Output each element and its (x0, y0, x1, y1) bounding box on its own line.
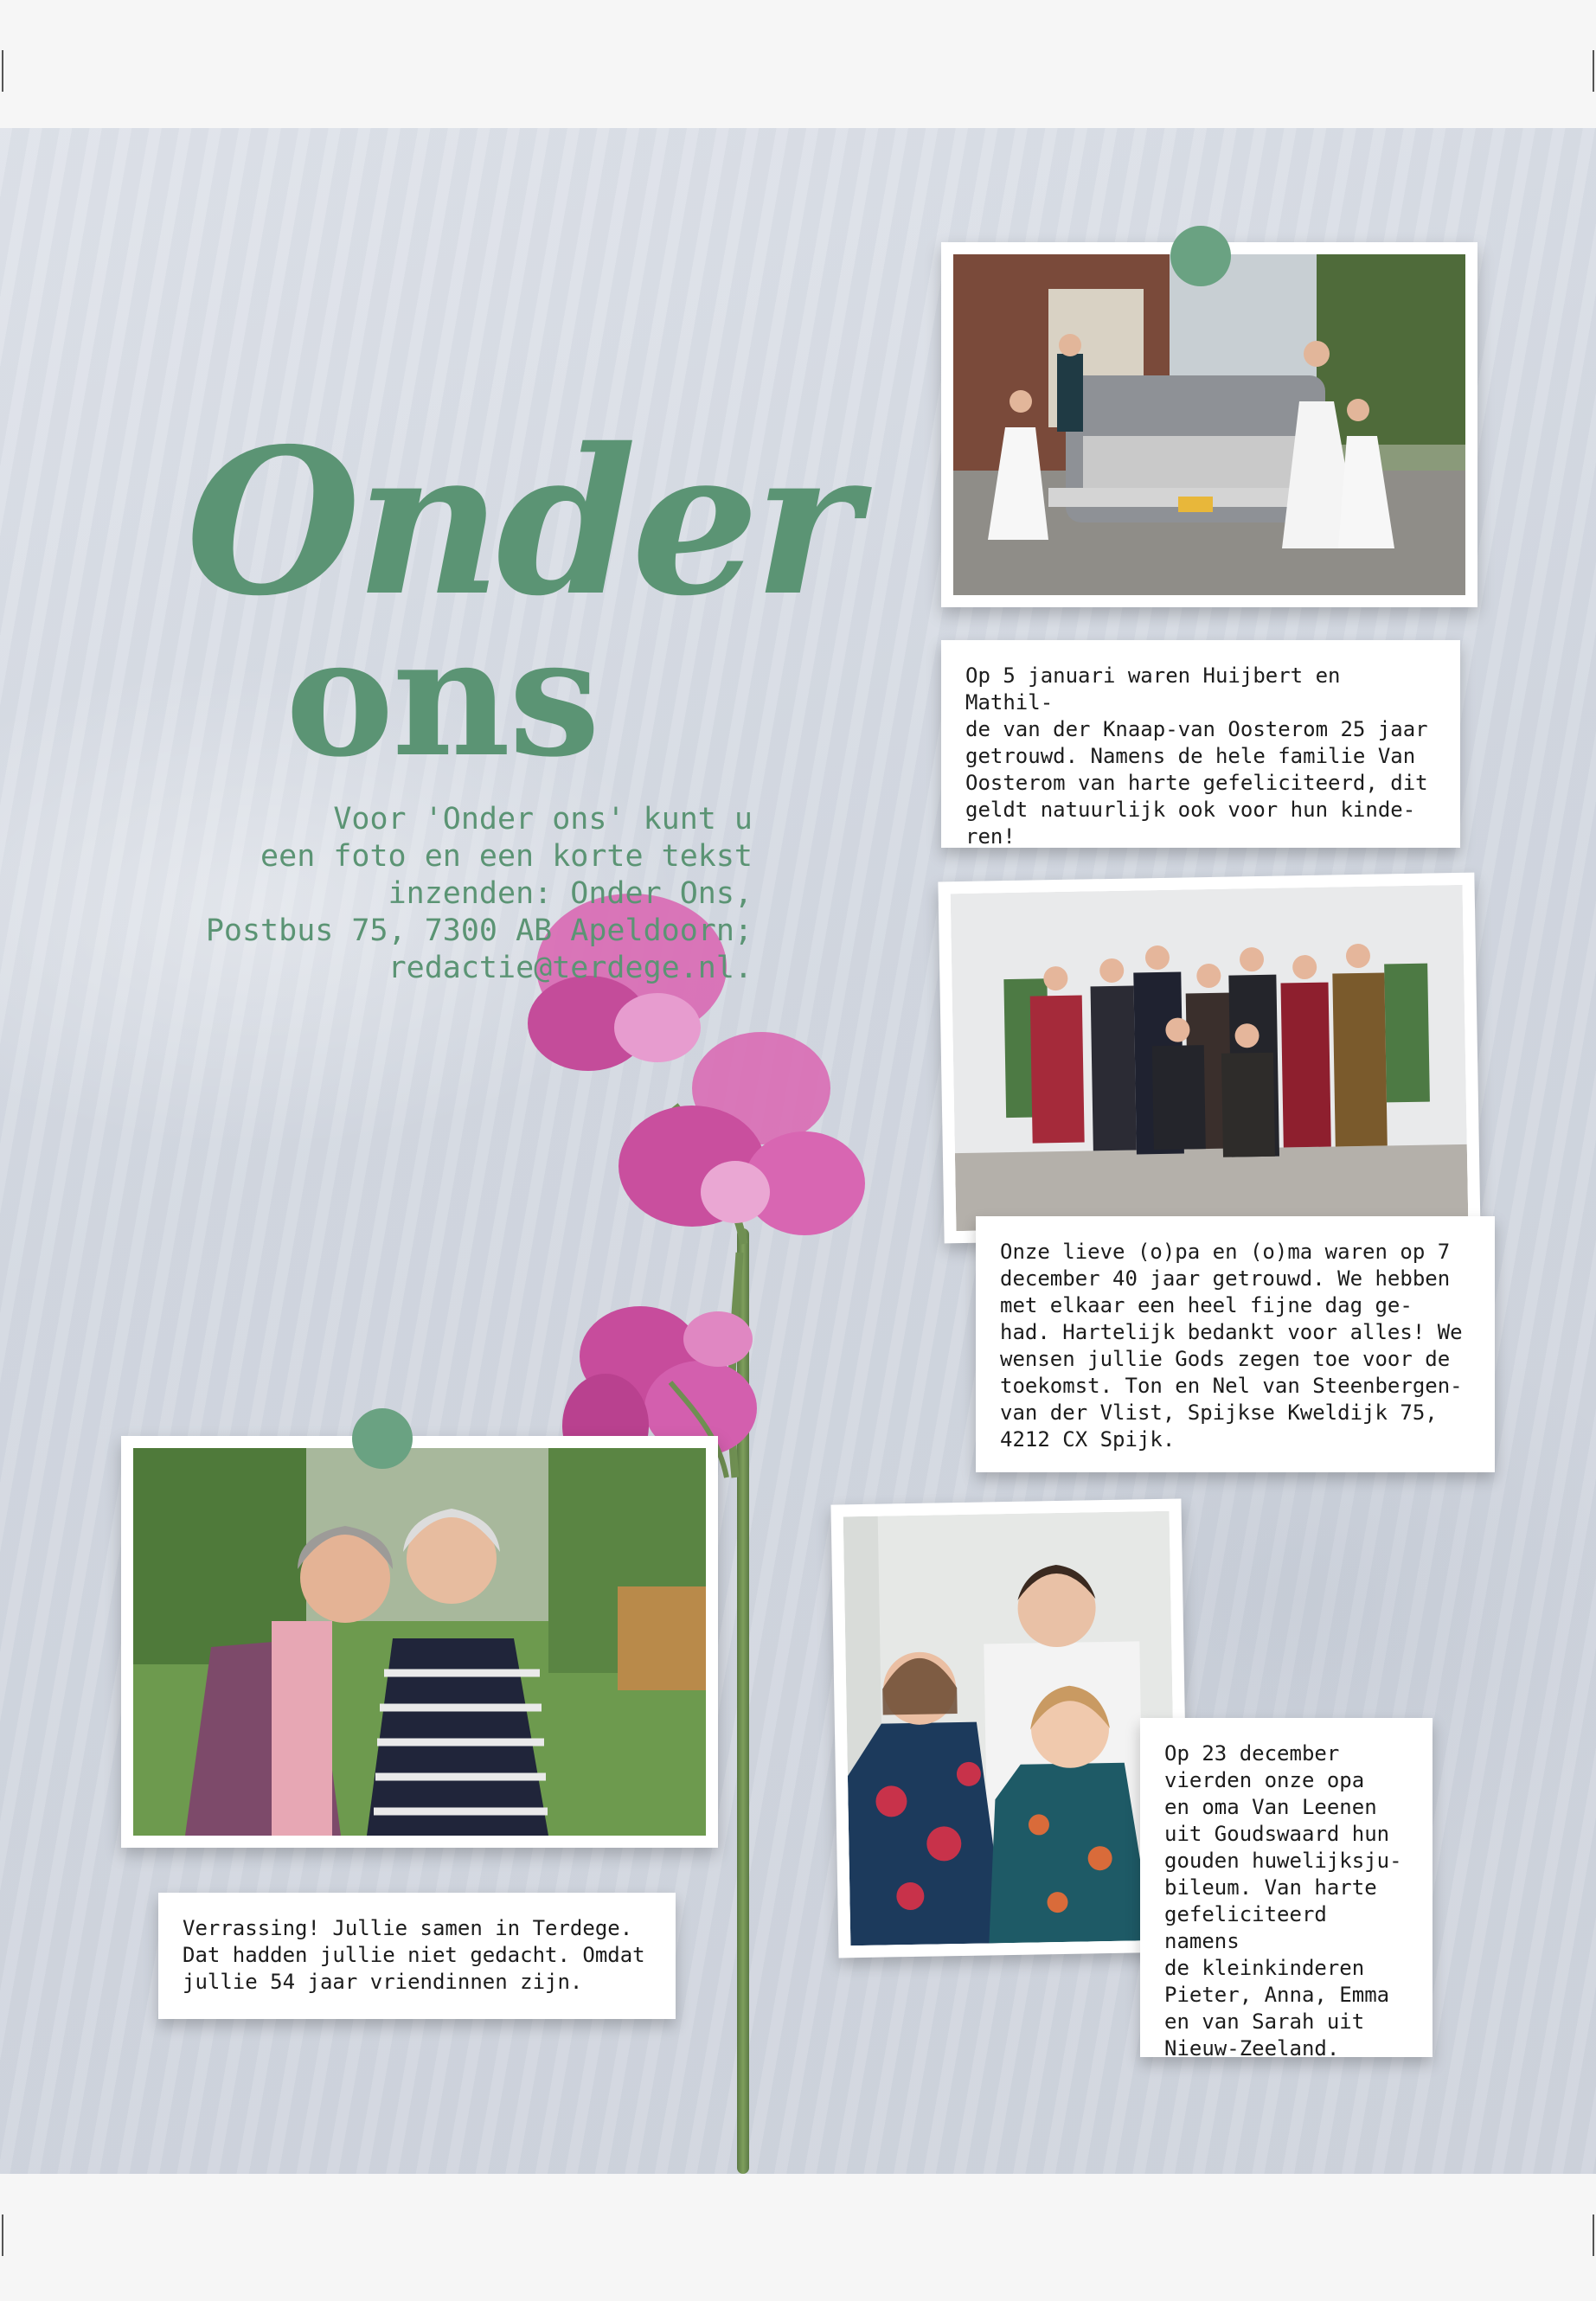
submission-info-text: Voor 'Onder ons' kunt u een foto en een korte tekst inzenden: Onder Ons, Postbus 75, 7300 AB Apeldoorn; redactie@terdege.nl. (205, 802, 753, 985)
magazine-page (0, 128, 1596, 2174)
pin-icon (352, 1408, 413, 1469)
crop-mark-bottom-right (1593, 2214, 1594, 2256)
photo-friends (121, 1436, 718, 1848)
page-title-line1: Onder (186, 404, 855, 640)
photo-family (938, 873, 1480, 1244)
photo-grandchildren-image (843, 1511, 1177, 1946)
photo-family-image (951, 885, 1469, 1231)
crop-mark-top-left (2, 50, 3, 92)
caption-wedding: Op 5 januari waren Huijbert en Mathil- de van der Knaap-van Oosterom 25 jaar getrouwd. Namens de hele familie Van Oosterom van harte gefeliciteerd, dit geldt natuurlijk ook voor hun kinde- ren! (941, 640, 1460, 848)
page-title-line2: ons (285, 602, 599, 793)
photo-wedding-image (953, 254, 1465, 595)
caption-friends: Verrassing! Jullie samen in Terdege. Dat hadden jullie niet gedacht. Omdat jullie 54 jaar vriendinnen zijn. (158, 1893, 676, 2019)
photo-grandchildren (830, 1499, 1189, 1958)
caption-grandchildren: Op 23 december vierden onze opa en oma Van Leenen uit Goudswaard hun gouden huwelijksju- bileum. Van harte gefeliciteerd namens de kleinkinderen Pieter, Anna, Emma en van Sarah uit Nieuw-Zeeland. (1140, 1718, 1433, 2057)
caption-family: Onze lieve (o)pa en (o)ma waren op 7 december 40 jaar getrouwd. We hebben met elkaar een heel fijne dag ge- had. Hartelijk bedankt voor alles! We wensen jullie Gods zegen toe voor de toekomst. Ton en Nel van Steenbergen- van der Vlist, Spijkse Kweldijk 75, 4212 CX Spijk. (976, 1216, 1495, 1472)
pin-icon (1170, 226, 1231, 286)
crop-mark-top-right (1593, 50, 1594, 92)
crop-mark-bottom-left (2, 2214, 3, 2256)
photo-friends-image (133, 1448, 706, 1836)
photo-wedding (941, 242, 1477, 607)
